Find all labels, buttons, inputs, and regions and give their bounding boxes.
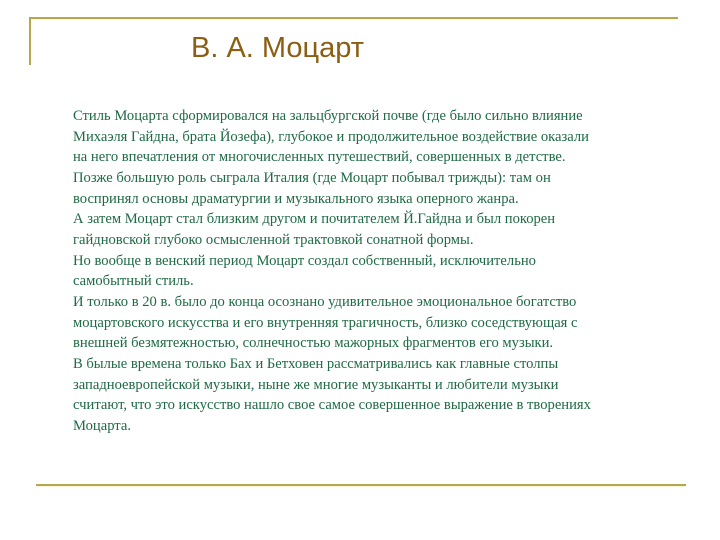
frame-left-line xyxy=(29,17,31,65)
slide-title: В. А. Моцарт xyxy=(191,32,365,64)
body-line: самобытный стиль. xyxy=(73,273,194,290)
body-line: И только в 20 в. было до конца осознано удивительное эмоциональное богатство xyxy=(73,293,577,310)
body-line: внешней безмятежностью, солнечностью мажорных фрагментов его музыки. xyxy=(73,335,554,352)
body-line: А затем Моцарт стал близким другом и почитателем Й.Гайдна и был покорен xyxy=(73,211,556,228)
body-line: Стиль Моцарта сформировался на зальцбургской почве (где было сильно влияние xyxy=(73,108,583,124)
body-line: Но вообще в венский период Моцарт создал собственный, исключительно xyxy=(73,252,536,269)
frame-bottom-line xyxy=(36,484,686,486)
body-line: гайдновской глубоко осмысленной трактовкой сонатной формы. xyxy=(73,231,474,248)
body-line: Михаэля Гайдна, брата Йозефа), глубокое и продолжительное воздействие оказали xyxy=(73,128,589,145)
body-line: Моцарта. xyxy=(73,417,131,434)
slide-body-text xyxy=(73,106,693,437)
body-line: западноевропейской музыки, ныне же многие музыканты и любители музыки xyxy=(73,376,559,393)
body-line: моцартовского искусства и его внутренняя трагичность, близко соседствующая с xyxy=(73,314,578,331)
body-line: Позже большую роль сыграла Италия (где Моцарт побывал трижды): там он xyxy=(73,169,551,186)
body-line: В былые времена только Бах и Бетховен рассматривались как главные столпы xyxy=(73,355,559,372)
body-line: на него впечатления от многочисленных путешествий, совершенных в детстве. xyxy=(73,149,566,166)
body-line: считают, что это искусство нашло свое самое совершенное выражение в творениях xyxy=(73,397,591,414)
frame-top-line xyxy=(29,17,678,19)
body-line: воспринял основы драматургии и музыкального языка оперного жанра. xyxy=(73,190,519,207)
